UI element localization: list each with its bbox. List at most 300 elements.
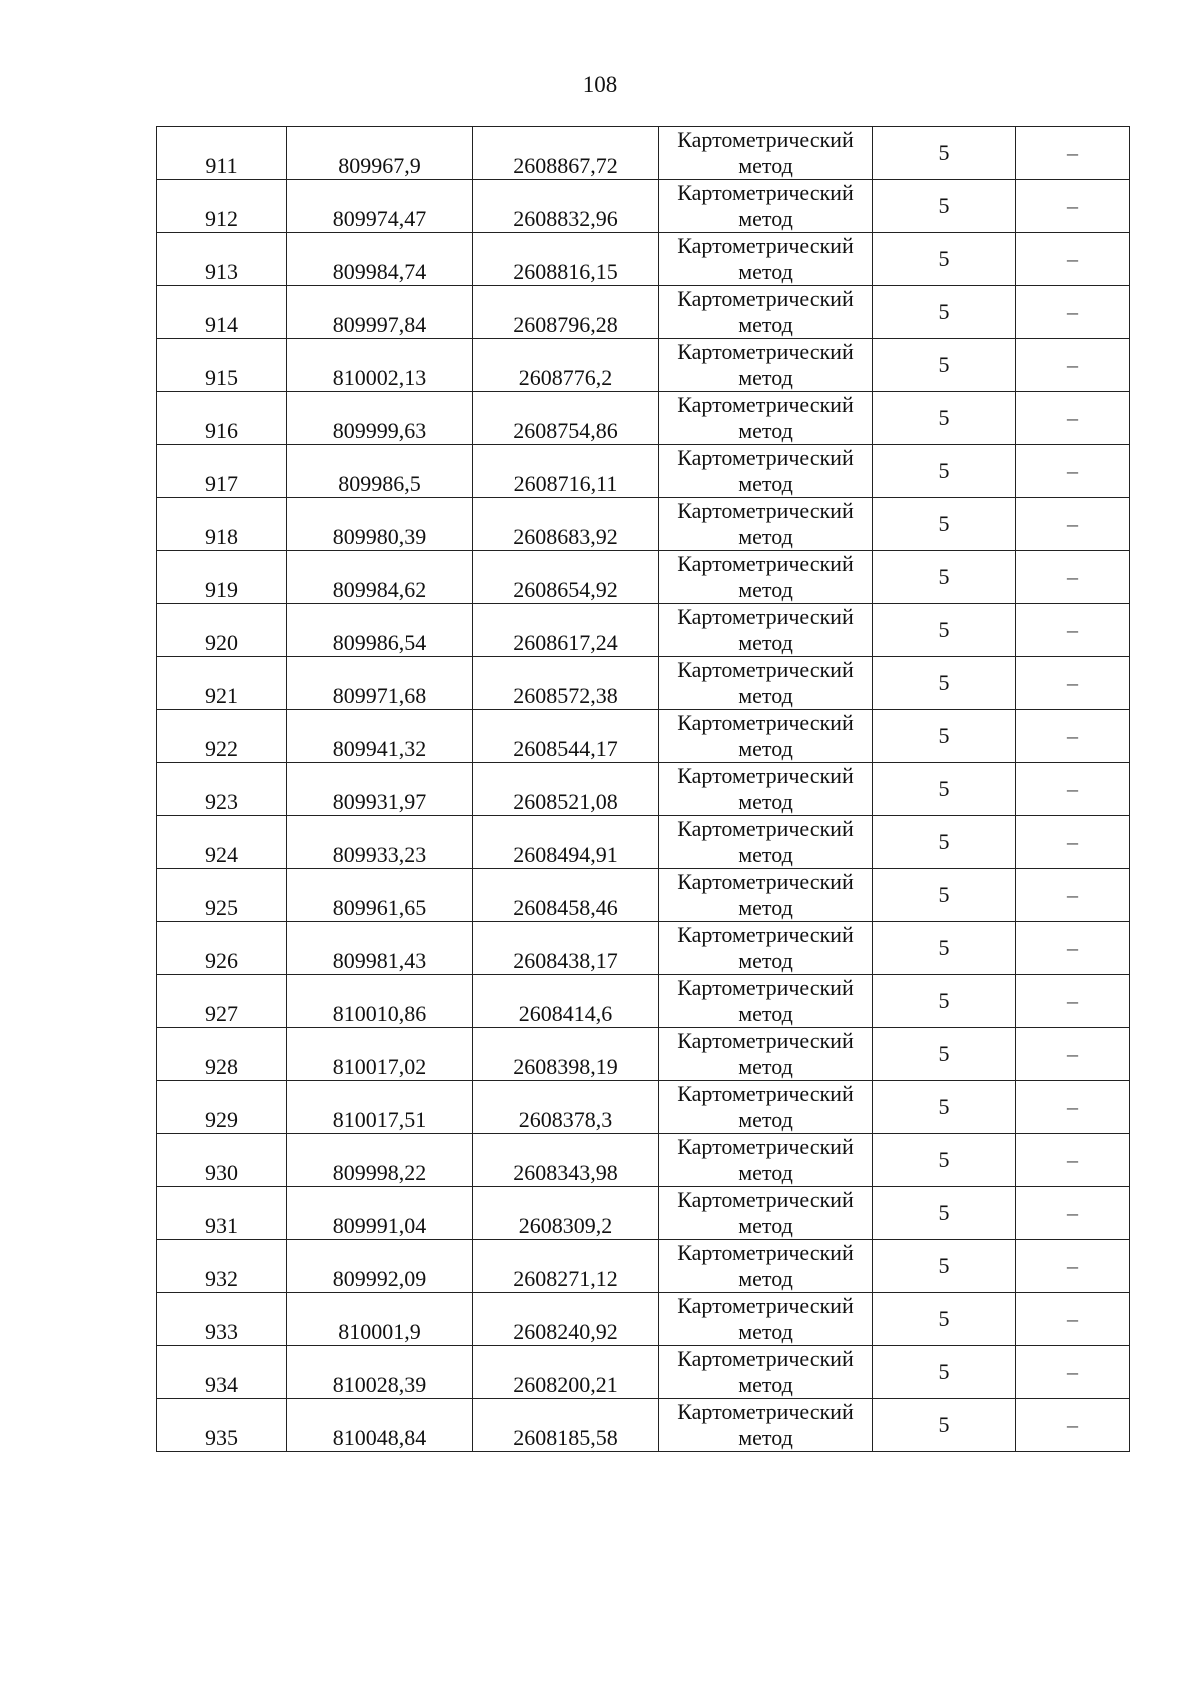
point-number: 915 <box>205 365 238 390</box>
accuracy-cell <box>873 763 1016 816</box>
y-coordinate-cell <box>473 498 659 551</box>
point-number-cell <box>157 816 287 869</box>
method-text: Картометрический метод <box>677 339 854 390</box>
y-coordinate-cell <box>473 1240 659 1293</box>
x-coordinate-cell <box>287 180 473 233</box>
description-cell <box>1016 869 1130 922</box>
description-cell <box>1016 710 1130 763</box>
method-cell <box>659 975 873 1028</box>
point-number-cell <box>157 604 287 657</box>
method-text: Картометрический метод <box>677 922 854 973</box>
point-number: 918 <box>205 524 238 549</box>
table-row <box>157 551 1130 604</box>
method-text: Картометрический метод <box>677 1293 854 1344</box>
point-number-cell <box>157 1134 287 1187</box>
description-dash: – <box>1067 405 1078 430</box>
accuracy-value: 5 <box>938 882 950 907</box>
method-text: Картометрический метод <box>677 551 854 602</box>
point-number: 929 <box>205 1107 238 1132</box>
x-coordinate-cell <box>287 869 473 922</box>
x-coordinate-cell <box>287 1293 473 1346</box>
method-text: Картометрический метод <box>677 869 854 920</box>
point-number-cell <box>157 763 287 816</box>
x-coordinate: 809984,74 <box>332 259 427 284</box>
method-text: Картометрический метод <box>677 763 854 814</box>
table-row <box>157 339 1130 392</box>
accuracy-value: 5 <box>938 1147 950 1172</box>
y-coordinate-cell <box>473 816 659 869</box>
description-cell <box>1016 498 1130 551</box>
accuracy-cell <box>873 1187 1016 1240</box>
point-number: 933 <box>205 1319 238 1344</box>
description-dash: – <box>1067 1306 1078 1331</box>
method-text: Картометрический метод <box>677 127 854 178</box>
x-coordinate: 809933,23 <box>332 842 427 867</box>
x-coordinate-cell <box>287 763 473 816</box>
y-coordinate-cell <box>473 286 659 339</box>
point-number: 935 <box>205 1425 238 1450</box>
description-dash: – <box>1067 1359 1078 1384</box>
description-cell <box>1016 816 1130 869</box>
point-number: 924 <box>205 842 238 867</box>
x-coordinate: 809967,9 <box>338 153 421 178</box>
point-number-cell <box>157 127 287 180</box>
x-coordinate-cell <box>287 392 473 445</box>
accuracy-value: 5 <box>938 935 950 960</box>
method-cell <box>659 551 873 604</box>
x-coordinate: 809981,43 <box>332 948 427 973</box>
point-number: 928 <box>205 1054 238 1079</box>
y-coordinate: 2608309,2 <box>518 1213 613 1238</box>
accuracy-cell <box>873 339 1016 392</box>
method-text: Картометрический метод <box>677 710 854 761</box>
method-text: Картометрический метод <box>677 604 854 655</box>
method-cell <box>659 127 873 180</box>
x-coordinate-cell <box>287 551 473 604</box>
x-coordinate: 809999,63 <box>332 418 427 443</box>
y-coordinate: 2608683,92 <box>513 524 618 549</box>
description-cell <box>1016 922 1130 975</box>
method-cell <box>659 1134 873 1187</box>
point-number: 930 <box>205 1160 238 1185</box>
point-number: 916 <box>205 418 238 443</box>
accuracy-value: 5 <box>938 193 950 218</box>
point-number: 931 <box>205 1213 238 1238</box>
y-coordinate: 2608776,2 <box>518 365 613 390</box>
description-dash: – <box>1067 458 1078 483</box>
table-row <box>157 816 1130 869</box>
point-number-cell <box>157 1293 287 1346</box>
accuracy-cell <box>873 1293 1016 1346</box>
method-text: Картометрический метод <box>677 286 854 337</box>
x-coordinate-cell <box>287 710 473 763</box>
y-coordinate-cell <box>473 392 659 445</box>
method-text: Картометрический метод <box>677 233 854 284</box>
table-row <box>157 604 1130 657</box>
accuracy-cell <box>873 657 1016 710</box>
accuracy-cell <box>873 498 1016 551</box>
x-coordinate: 809974,47 <box>332 206 427 231</box>
accuracy-value: 5 <box>938 1200 950 1225</box>
table-row <box>157 1028 1130 1081</box>
method-text: Картометрический метод <box>677 1399 854 1450</box>
x-coordinate-cell <box>287 604 473 657</box>
x-coordinate: 810028,39 <box>332 1372 427 1397</box>
point-number-cell <box>157 233 287 286</box>
x-coordinate-cell <box>287 1399 473 1452</box>
accuracy-cell <box>873 1240 1016 1293</box>
y-coordinate: 2608398,19 <box>513 1054 618 1079</box>
method-cell <box>659 763 873 816</box>
description-dash: – <box>1067 299 1078 324</box>
y-coordinate-cell <box>473 922 659 975</box>
method-text: Картометрический метод <box>677 180 854 231</box>
method-text: Картометрический метод <box>677 1134 854 1185</box>
method-text: Картометрический метод <box>677 816 854 867</box>
y-coordinate: 2608438,17 <box>513 948 618 973</box>
x-coordinate: 810001,9 <box>338 1319 421 1344</box>
table-row <box>157 392 1130 445</box>
table-row <box>157 1187 1130 1240</box>
method-cell <box>659 869 873 922</box>
point-number: 923 <box>205 789 238 814</box>
description-dash: – <box>1067 140 1078 165</box>
method-cell <box>659 180 873 233</box>
accuracy-cell <box>873 710 1016 763</box>
method-text: Картометрический метод <box>677 392 854 443</box>
description-cell <box>1016 604 1130 657</box>
x-coordinate-cell <box>287 1081 473 1134</box>
y-coordinate-cell <box>473 127 659 180</box>
point-number-cell <box>157 1346 287 1399</box>
x-coordinate: 809961,65 <box>332 895 427 920</box>
accuracy-cell <box>873 816 1016 869</box>
accuracy-value: 5 <box>938 140 950 165</box>
x-coordinate: 810017,02 <box>332 1054 427 1079</box>
method-cell <box>659 1028 873 1081</box>
table-row <box>157 869 1130 922</box>
accuracy-cell <box>873 392 1016 445</box>
description-dash: – <box>1067 988 1078 1013</box>
y-coordinate-cell <box>473 233 659 286</box>
description-cell <box>1016 392 1130 445</box>
table-row <box>157 710 1130 763</box>
description-dash: – <box>1067 1147 1078 1172</box>
accuracy-cell <box>873 233 1016 286</box>
accuracy-cell <box>873 1346 1016 1399</box>
x-coordinate: 809997,84 <box>332 312 427 337</box>
y-coordinate: 2608240,92 <box>513 1319 618 1344</box>
method-cell <box>659 1240 873 1293</box>
y-coordinate: 2608754,86 <box>513 418 618 443</box>
x-coordinate: 810002,13 <box>332 365 427 390</box>
accuracy-value: 5 <box>938 246 950 271</box>
x-coordinate: 809991,04 <box>332 1213 427 1238</box>
y-coordinate: 2608185,58 <box>513 1425 618 1450</box>
point-number-cell <box>157 498 287 551</box>
y-coordinate-cell <box>473 710 659 763</box>
x-coordinate: 810048,84 <box>332 1425 427 1450</box>
accuracy-cell <box>873 975 1016 1028</box>
y-coordinate: 2608816,15 <box>513 259 618 284</box>
point-number: 919 <box>205 577 238 602</box>
y-coordinate: 2608544,17 <box>513 736 618 761</box>
accuracy-value: 5 <box>938 1412 950 1437</box>
method-cell <box>659 1346 873 1399</box>
accuracy-value: 5 <box>938 617 950 642</box>
description-cell <box>1016 1028 1130 1081</box>
y-coordinate-cell <box>473 1134 659 1187</box>
point-number: 917 <box>205 471 238 496</box>
accuracy-value: 5 <box>938 988 950 1013</box>
accuracy-cell <box>873 445 1016 498</box>
y-coordinate-cell <box>473 445 659 498</box>
point-number: 921 <box>205 683 238 708</box>
point-number: 920 <box>205 630 238 655</box>
method-cell <box>659 710 873 763</box>
x-coordinate: 809986,5 <box>338 471 421 496</box>
accuracy-value: 5 <box>938 776 950 801</box>
description-dash: – <box>1067 193 1078 218</box>
method-cell <box>659 816 873 869</box>
y-coordinate: 2608867,72 <box>513 153 618 178</box>
description-dash: – <box>1067 829 1078 854</box>
method-text: Картометрический метод <box>677 1187 854 1238</box>
description-dash: – <box>1067 564 1078 589</box>
method-cell <box>659 604 873 657</box>
accuracy-cell <box>873 1399 1016 1452</box>
accuracy-value: 5 <box>938 829 950 854</box>
x-coordinate-cell <box>287 339 473 392</box>
point-number-cell <box>157 710 287 763</box>
table-row <box>157 763 1130 816</box>
x-coordinate-cell <box>287 657 473 710</box>
table-row <box>157 1134 1130 1187</box>
description-dash: – <box>1067 1412 1078 1437</box>
method-cell <box>659 657 873 710</box>
x-coordinate-cell <box>287 1187 473 1240</box>
y-coordinate-cell <box>473 1399 659 1452</box>
point-number: 927 <box>205 1001 238 1026</box>
table-row <box>157 922 1130 975</box>
method-cell <box>659 1081 873 1134</box>
accuracy-value: 5 <box>938 299 950 324</box>
table-row <box>157 1240 1130 1293</box>
method-text: Картометрический метод <box>677 657 854 708</box>
accuracy-value: 5 <box>938 352 950 377</box>
method-text: Картометрический метод <box>677 1346 854 1397</box>
accuracy-cell <box>873 551 1016 604</box>
x-coordinate: 809998,22 <box>332 1160 427 1185</box>
accuracy-cell <box>873 1028 1016 1081</box>
accuracy-cell <box>873 1134 1016 1187</box>
method-cell <box>659 1293 873 1346</box>
method-cell <box>659 922 873 975</box>
description-cell <box>1016 286 1130 339</box>
coordinates-table-body <box>157 127 1130 1452</box>
point-number: 912 <box>205 206 238 231</box>
method-text: Картометрический метод <box>677 498 854 549</box>
point-number: 922 <box>205 736 238 761</box>
y-coordinate: 2608458,46 <box>513 895 618 920</box>
y-coordinate: 2608654,92 <box>513 577 618 602</box>
description-cell <box>1016 180 1130 233</box>
table-row <box>157 286 1130 339</box>
method-text: Картометрический метод <box>677 445 854 496</box>
point-number-cell <box>157 975 287 1028</box>
accuracy-value: 5 <box>938 1041 950 1066</box>
point-number-cell <box>157 1028 287 1081</box>
description-cell <box>1016 1134 1130 1187</box>
point-number-cell <box>157 1187 287 1240</box>
y-coordinate-cell <box>473 975 659 1028</box>
method-cell <box>659 1399 873 1452</box>
description-dash: – <box>1067 511 1078 536</box>
point-number-cell <box>157 339 287 392</box>
x-coordinate: 809941,32 <box>332 736 427 761</box>
y-coordinate-cell <box>473 1028 659 1081</box>
y-coordinate: 2608494,91 <box>513 842 618 867</box>
table-row <box>157 657 1130 710</box>
method-cell <box>659 233 873 286</box>
accuracy-value: 5 <box>938 1253 950 1278</box>
accuracy-value: 5 <box>938 405 950 430</box>
point-number-cell <box>157 551 287 604</box>
table-row <box>157 1081 1130 1134</box>
y-coordinate-cell <box>473 551 659 604</box>
y-coordinate-cell <box>473 1187 659 1240</box>
x-coordinate: 810010,86 <box>332 1001 427 1026</box>
y-coordinate: 2608617,24 <box>513 630 618 655</box>
x-coordinate: 809980,39 <box>332 524 427 549</box>
x-coordinate-cell <box>287 445 473 498</box>
accuracy-value: 5 <box>938 511 950 536</box>
x-coordinate-cell <box>287 1346 473 1399</box>
accuracy-value: 5 <box>938 564 950 589</box>
description-dash: – <box>1067 1041 1078 1066</box>
y-coordinate-cell <box>473 1293 659 1346</box>
x-coordinate: 809984,62 <box>332 577 427 602</box>
point-number-cell <box>157 657 287 710</box>
accuracy-cell <box>873 869 1016 922</box>
description-cell <box>1016 657 1130 710</box>
accuracy-cell <box>873 127 1016 180</box>
x-coordinate: 809971,68 <box>332 683 427 708</box>
description-dash: – <box>1067 352 1078 377</box>
table-row <box>157 1399 1130 1452</box>
x-coordinate: 809992,09 <box>332 1266 427 1291</box>
description-cell <box>1016 339 1130 392</box>
accuracy-value: 5 <box>938 1359 950 1384</box>
x-coordinate-cell <box>287 922 473 975</box>
y-coordinate-cell <box>473 339 659 392</box>
method-cell <box>659 286 873 339</box>
description-dash: – <box>1067 1253 1078 1278</box>
y-coordinate: 2608200,21 <box>513 1372 618 1397</box>
point-number-cell <box>157 445 287 498</box>
description-dash: – <box>1067 776 1078 801</box>
accuracy-value: 5 <box>938 723 950 748</box>
y-coordinate: 2608572,38 <box>513 683 618 708</box>
description-dash: – <box>1067 617 1078 642</box>
x-coordinate-cell <box>287 127 473 180</box>
y-coordinate: 2608716,11 <box>513 471 618 496</box>
description-dash: – <box>1067 670 1078 695</box>
method-cell <box>659 392 873 445</box>
y-coordinate: 2608832,96 <box>513 206 618 231</box>
description-dash: – <box>1067 1200 1078 1225</box>
y-coordinate-cell <box>473 657 659 710</box>
method-cell <box>659 498 873 551</box>
accuracy-value: 5 <box>938 670 950 695</box>
point-number-cell <box>157 869 287 922</box>
x-coordinate-cell <box>287 498 473 551</box>
table-row <box>157 127 1130 180</box>
y-coordinate: 2608521,08 <box>513 789 618 814</box>
y-coordinate-cell <box>473 1346 659 1399</box>
accuracy-value: 5 <box>938 458 950 483</box>
point-number: 926 <box>205 948 238 973</box>
table-row <box>157 445 1130 498</box>
x-coordinate: 809986,54 <box>332 630 427 655</box>
method-cell <box>659 445 873 498</box>
point-number: 925 <box>205 895 238 920</box>
x-coordinate-cell <box>287 1240 473 1293</box>
accuracy-cell <box>873 1081 1016 1134</box>
description-dash: – <box>1067 935 1078 960</box>
description-cell <box>1016 1187 1130 1240</box>
table-row <box>157 180 1130 233</box>
description-cell <box>1016 551 1130 604</box>
point-number: 911 <box>205 153 238 178</box>
description-cell <box>1016 975 1130 1028</box>
method-text: Картометрический метод <box>677 1028 854 1079</box>
point-number: 934 <box>205 1372 238 1397</box>
table-row <box>157 1346 1130 1399</box>
y-coordinate-cell <box>473 763 659 816</box>
table-row <box>157 1293 1130 1346</box>
x-coordinate: 810017,51 <box>332 1107 427 1132</box>
table-row <box>157 975 1130 1028</box>
method-text: Картометрический метод <box>677 975 854 1026</box>
y-coordinate-cell <box>473 604 659 657</box>
y-coordinate-cell <box>473 869 659 922</box>
description-dash: – <box>1067 1094 1078 1119</box>
description-dash: – <box>1067 246 1078 271</box>
table-row <box>157 498 1130 551</box>
method-cell <box>659 339 873 392</box>
coordinates-table <box>156 126 1130 1452</box>
method-cell <box>659 1187 873 1240</box>
point-number-cell <box>157 392 287 445</box>
x-coordinate-cell <box>287 1028 473 1081</box>
method-text: Картометрический метод <box>677 1081 854 1132</box>
point-number-cell <box>157 180 287 233</box>
x-coordinate-cell <box>287 1134 473 1187</box>
point-number: 913 <box>205 259 238 284</box>
y-coordinate-cell <box>473 1081 659 1134</box>
table-row <box>157 233 1130 286</box>
y-coordinate-cell <box>473 180 659 233</box>
x-coordinate-cell <box>287 975 473 1028</box>
description-cell <box>1016 445 1130 498</box>
x-coordinate-cell <box>287 816 473 869</box>
y-coordinate: 2608343,98 <box>513 1160 618 1185</box>
description-cell <box>1016 1346 1130 1399</box>
description-cell <box>1016 127 1130 180</box>
description-cell <box>1016 1081 1130 1134</box>
x-coordinate-cell <box>287 233 473 286</box>
